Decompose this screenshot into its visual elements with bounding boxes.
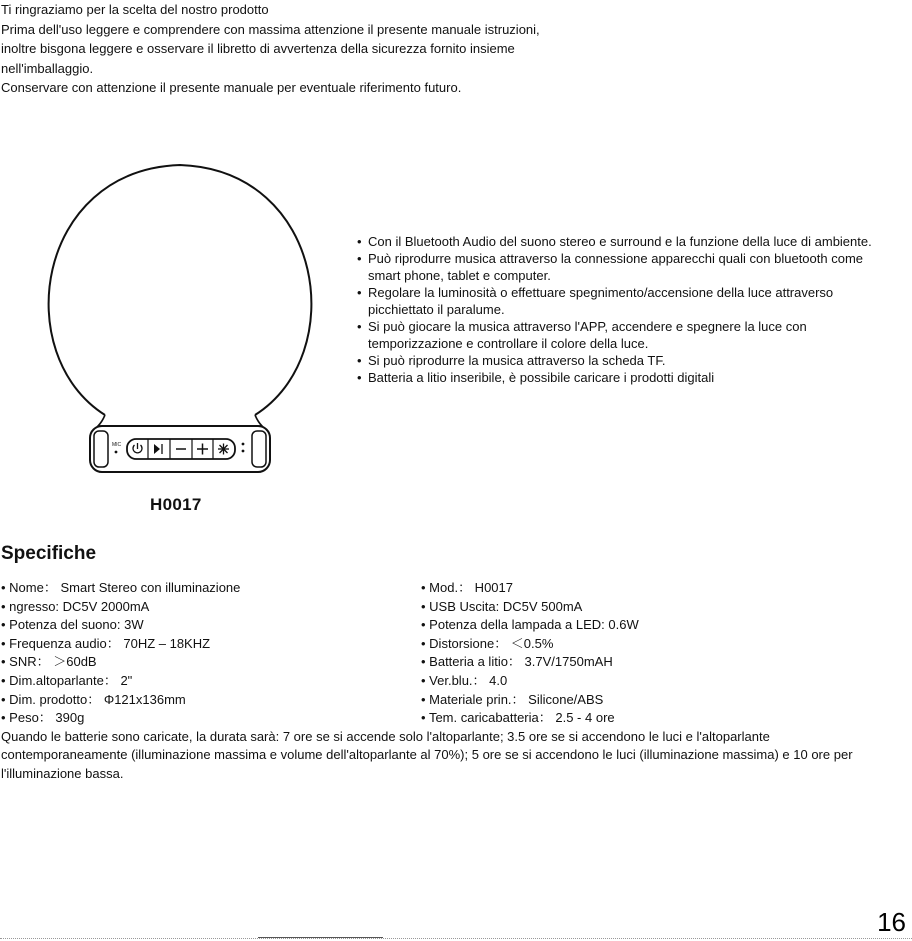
speaker-dome (49, 165, 312, 415)
spec-right: • Batteria a litio： 3.7V/1750mAH (421, 653, 613, 672)
intro-line: Conservare con attenzione il presente manuale per eventuale riferimento futuro. (1, 80, 462, 95)
spec-right: • Materiale prin.： Silicone/ABS (421, 691, 603, 710)
speaker-base-top (98, 415, 262, 426)
intro-line: Prima dell'uso leggere e comprendere con massima attenzione il presente manuale istruzioni, (1, 21, 540, 37)
spec-left: • Dim. prodotto： Φ121x136mm (1, 691, 186, 710)
spec-row (1, 635, 901, 654)
spec-left: • Dim.altoparlante： 2" (1, 672, 132, 691)
spec-row (1, 616, 901, 635)
feature-item: • Si può giocare la musica attraverso l'APP, accendere e spegnere la luce con temporizzazione e controllare il colore della luce. (357, 318, 877, 352)
led-dot-top (242, 443, 245, 446)
spec-left: • Frequenza audio： 70HZ – 18KHZ (1, 635, 210, 654)
feature-list (357, 233, 877, 386)
feature-item: • Con il Bluetooth Audio del suono stereo e surround e la funzione della luce di ambiente. (357, 233, 877, 250)
speaker-drawing (30, 130, 340, 530)
spec-right: • Mod.： H0017 (421, 579, 513, 598)
play-pause-icon (154, 444, 162, 454)
spec-row (1, 709, 901, 728)
power-icon (133, 443, 142, 453)
spec-row (1, 691, 901, 710)
intro-line: Ti ringraziamo per la scelta del nostro prodotto (1, 2, 269, 17)
led-dot-bottom (242, 450, 245, 453)
footer-segment (258, 937, 383, 941)
spec-row (1, 672, 901, 691)
spec-right: • Ver.blu.： 4.0 (421, 672, 507, 691)
spec-right: • Distorsione： ＜0.5% (421, 635, 553, 654)
spec-right: • USB Uscita: DC5V 500mA (421, 598, 582, 617)
spec-right: • Tem. caricabatteria： 2.5 - 4 ore (421, 709, 615, 728)
plus-icon (197, 444, 208, 455)
model-label: H0017 (150, 495, 202, 514)
mic-dot (115, 451, 118, 454)
spec-row (1, 579, 901, 598)
page-number: 16 (877, 907, 906, 937)
battery-note: Quando le batterie sono caricate, la durata sarà: 7 ore se si accende solo l'altoparlante; 3.5 ore se si accendono le luci e l'altoparlante contemporaneamente (illuminazione massima e volume dell'altoparlante al 70%); 5 ore se si accendono le luci (illuminazione massima) e 10 ore per l'illuminazione bassa. (1, 728, 853, 781)
spec-left: • SNR： ＞60dB (1, 653, 97, 672)
footer-divider (0, 938, 912, 940)
spec-left: • Potenza del suono: 3W (1, 616, 144, 635)
spec-row (1, 653, 901, 672)
spec-left: • ngresso: DC5V 2000mA (1, 598, 149, 617)
feature-item: • Regolare la luminosità o effettuare spegnimento/accensione della luce attraverso picchiettato il paralume. (357, 284, 877, 318)
right-grip (252, 431, 266, 467)
intro-text (1, 0, 901, 98)
feature-item: • Batteria a litio inseribile, è possibile caricare i prodotti digitali (357, 369, 877, 386)
intro-line: inoltre bisgona leggere e osservare il libretto di avvertenza della sicurezza fornito insieme (1, 41, 515, 56)
spec-row (1, 598, 901, 617)
light-icon (218, 444, 229, 455)
feature-item: • Può riprodurre musica attraverso la connessione apparecchi quali con bluetooth come smart phone, tablet e computer. (357, 250, 877, 284)
spec-right: • Potenza della lampada a LED: 0.6W (421, 616, 639, 635)
speaker-illustration (30, 130, 340, 530)
feature-item: • Si può riprodurre la musica attraverso la scheda TF. (357, 352, 877, 369)
left-grip (94, 431, 108, 467)
spec-left: • Peso： 390g (1, 709, 84, 728)
mic-label: MIC (112, 442, 122, 448)
spec-left: • Nome： Smart Stereo con illuminazione (1, 579, 240, 598)
specs-heading: Specifiche (1, 543, 97, 564)
specs-table (1, 579, 901, 784)
intro-line: nell'imballaggio. (1, 60, 94, 76)
